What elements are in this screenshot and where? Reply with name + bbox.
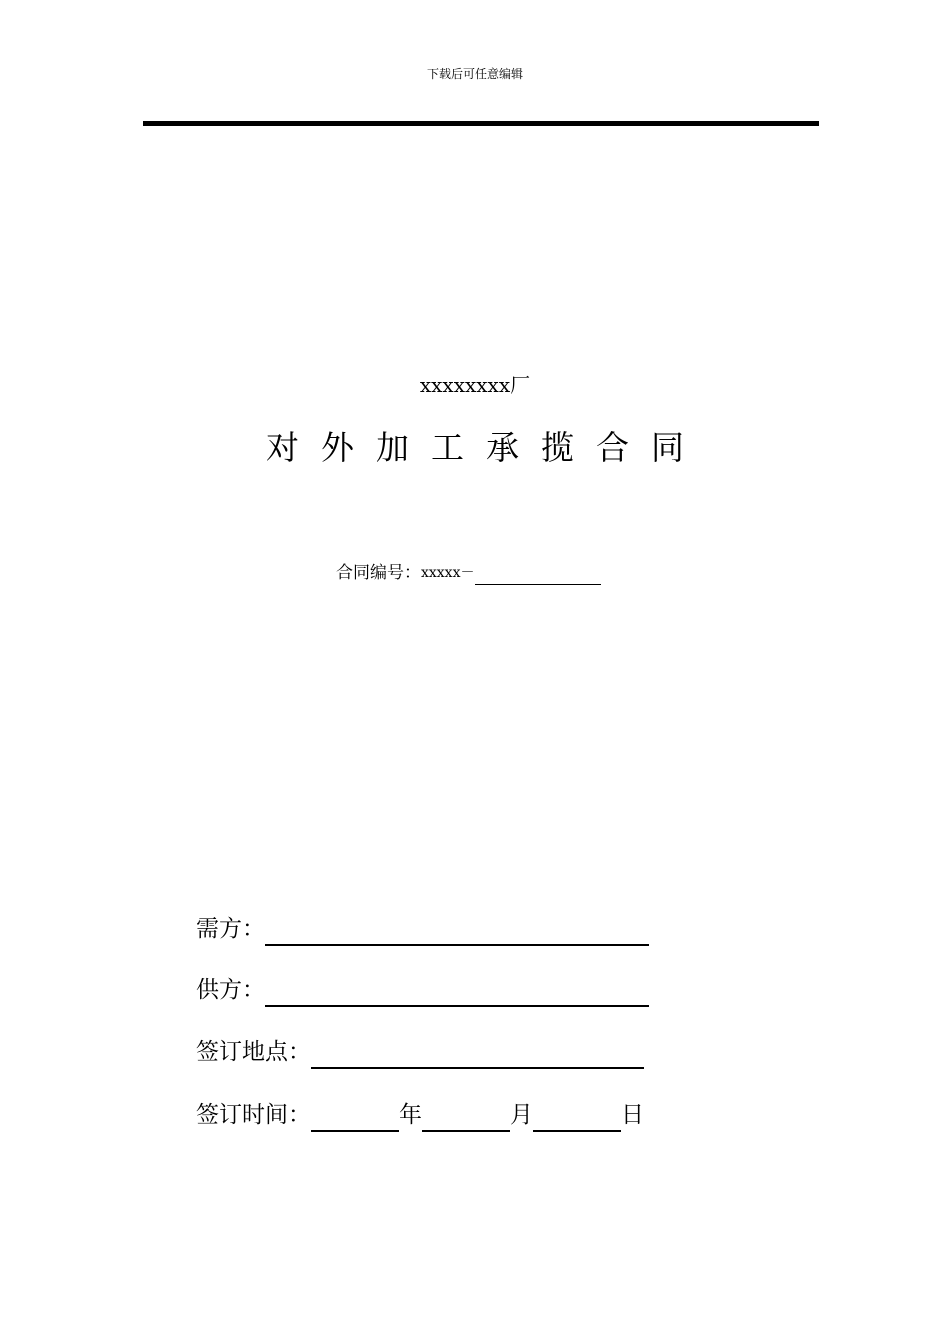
factory-name: xxxxxxxx厂 bbox=[419, 373, 531, 397]
demand-party-label: 需方： bbox=[196, 916, 265, 942]
contract-title: 对外加工承揽合同 bbox=[266, 428, 706, 467]
contract-number-blank[interactable] bbox=[475, 567, 601, 585]
demand-party-row bbox=[196, 912, 649, 946]
supply-party-row bbox=[196, 973, 649, 1007]
contract-number-label: 合同编号： bbox=[336, 563, 421, 583]
demand-party-blank[interactable] bbox=[265, 918, 649, 946]
signing-place-blank[interactable] bbox=[311, 1041, 644, 1069]
signing-date-row bbox=[196, 1098, 644, 1132]
supply-party-label: 供方： bbox=[196, 977, 265, 1003]
signing-place-label: 签订地点： bbox=[196, 1039, 311, 1065]
contract-number-prefix: xxxxx－ bbox=[421, 565, 475, 581]
year-label: 年 bbox=[399, 1102, 422, 1128]
signing-day-blank[interactable] bbox=[533, 1104, 621, 1132]
signing-year-blank[interactable] bbox=[311, 1104, 399, 1132]
day-label: 日 bbox=[621, 1102, 644, 1128]
signing-place-row bbox=[196, 1035, 644, 1069]
page-header-note: 下载后可任意编辑 bbox=[426, 67, 523, 81]
contract-number bbox=[336, 561, 601, 585]
header-rule bbox=[143, 121, 819, 126]
month-label: 月 bbox=[510, 1102, 533, 1128]
signing-date-label: 签订时间： bbox=[196, 1102, 311, 1128]
signing-month-blank[interactable] bbox=[422, 1104, 510, 1132]
supply-party-blank[interactable] bbox=[265, 979, 649, 1007]
